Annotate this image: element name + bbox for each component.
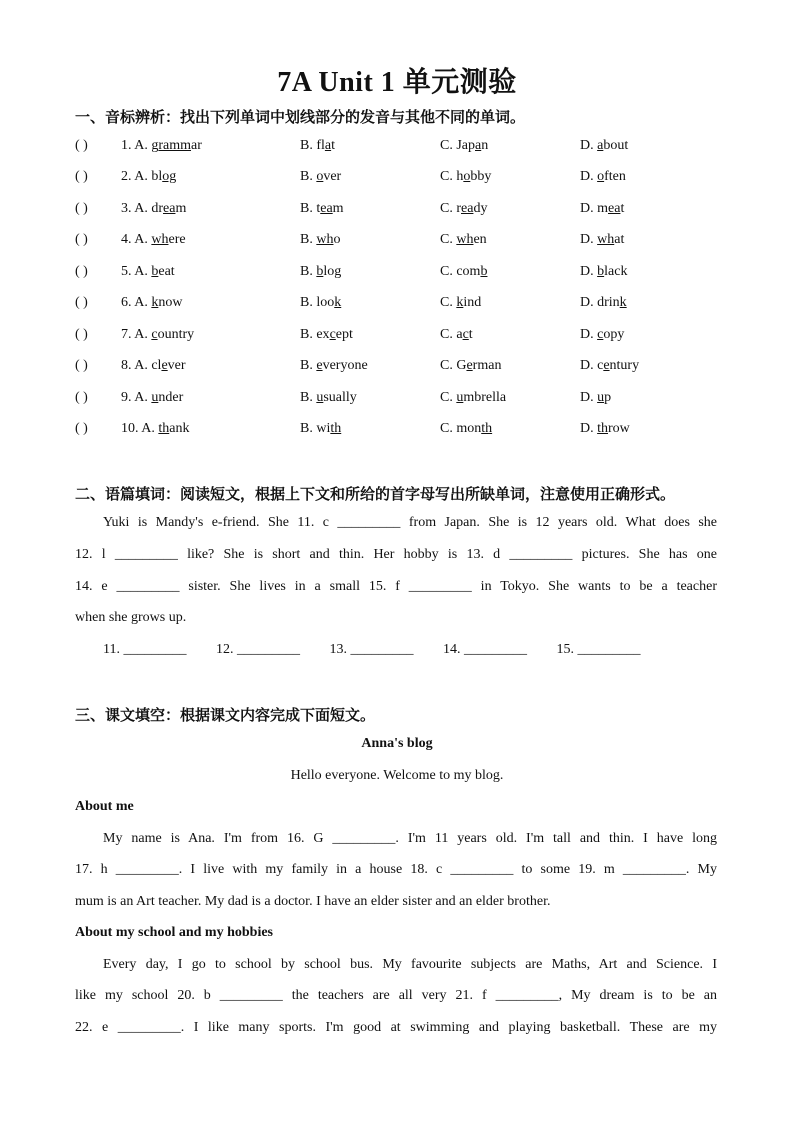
option-a: 7. A. country: [121, 327, 195, 342]
option-d: D. what: [580, 232, 625, 247]
option-b: B. flat: [300, 138, 335, 153]
question-row: [75, 264, 735, 286]
answer-paren[interactable]: ( ): [75, 264, 88, 279]
option-c: C. hobby: [440, 169, 492, 184]
option-b: B. with: [300, 421, 342, 436]
option-d: D. copy: [580, 327, 625, 342]
passage-line: 14. e _________ sister. She lives in a small 15. f _________ in Tokyo. She wants to be a teacher: [75, 579, 717, 594]
option-d: D. black: [580, 264, 628, 279]
option-b: B. usually: [300, 390, 357, 405]
passage-line: 17. h _________. I live with my family in a house 18. c _________ to some 19. m _________. My: [75, 862, 717, 877]
answer-paren[interactable]: ( ): [75, 201, 88, 216]
option-c: C. German: [440, 358, 502, 373]
answer-paren[interactable]: ( ): [75, 295, 88, 310]
option-b: B. team: [300, 201, 344, 216]
section1-heading: 一、音标辨析：找出下列单词中划线部分的发音与其他不同的单词。: [75, 108, 526, 126]
passage-line: Every day, I go to school by school bus. My favourite subjects are Maths, Art and Science. I: [103, 957, 717, 972]
option-a: 6. A. know: [121, 295, 183, 310]
passage-line: when she grows up.: [75, 610, 187, 625]
about-school-heading: About my school and my hobbies: [75, 925, 273, 940]
question-row: [75, 201, 735, 223]
blog-title: Anna's blog: [361, 736, 433, 751]
option-c: C. when: [440, 232, 487, 247]
answer-blank-14[interactable]: 14. _________: [442, 642, 527, 657]
option-c: C. kind: [440, 295, 482, 310]
option-b: B. who: [300, 232, 341, 247]
passage-line: mum is an Art teacher. My dad is a doctor. I have an elder sister and an elder brother.: [75, 894, 551, 909]
option-a: 2. A. blog: [121, 169, 177, 184]
answer-blank-11[interactable]: 11. _________: [103, 642, 187, 657]
option-a: 1. A. grammar: [121, 138, 202, 153]
section3-heading: 三、课文填空：根据课文内容完成下面短文。: [75, 706, 376, 724]
page-title: 7A Unit 1 单元测验: [277, 67, 517, 98]
answer-paren[interactable]: ( ): [75, 327, 88, 342]
section2-heading: 二、语篇填词：阅读短文，根据上下文和所给的首字母写出所缺单词，注意使用正确形式。: [75, 485, 676, 503]
answer-paren[interactable]: ( ): [75, 390, 88, 405]
question-row: [75, 358, 735, 380]
question-row: [75, 295, 735, 317]
answer-paren[interactable]: ( ): [75, 138, 88, 153]
question-row: [75, 421, 735, 443]
option-c: C. month: [440, 421, 493, 436]
answer-paren[interactable]: ( ): [75, 358, 88, 373]
answer-blank-12[interactable]: 12. _________: [215, 642, 300, 657]
option-a: 4. A. where: [121, 232, 186, 247]
answer-paren[interactable]: ( ): [75, 232, 88, 247]
answer-paren[interactable]: ( ): [75, 169, 88, 184]
option-a: 8. A. clever: [121, 358, 186, 373]
passage-line: 12. l _________ like? She is short and thin. Her hobby is 13. d _________ pictures. She has one: [75, 547, 717, 562]
question-row: [75, 169, 735, 191]
option-b: B. everyone: [300, 358, 368, 373]
option-c: C. comb: [440, 264, 488, 279]
answer-blank-13[interactable]: 13. _________: [329, 642, 414, 657]
option-b: B. look: [300, 295, 342, 310]
passage-line: Yuki is Mandy's e-friend. She 11. c _________ from Japan. She is 12 years old. What does she: [103, 515, 717, 530]
option-d: D. century: [580, 358, 640, 373]
about-me-heading: About me: [75, 799, 134, 814]
option-a: 5. A. beat: [121, 264, 175, 279]
passage-line: like my school 20. b _________ the teachers are all very 21. f _________, My dream is to be an: [75, 988, 717, 1003]
option-d: D. up: [580, 390, 612, 405]
answer-blank-15[interactable]: 15. _________: [556, 642, 641, 657]
option-a: 3. A. dream: [121, 201, 187, 216]
option-b: B. over: [300, 169, 342, 184]
option-a: 9. A. under: [121, 390, 184, 405]
option-d: D. throw: [580, 421, 630, 436]
option-b: B. except: [300, 327, 353, 342]
option-d: D. about: [580, 138, 629, 153]
option-d: D. drink: [580, 295, 627, 310]
question-row: [75, 390, 735, 412]
answer-blanks: [103, 642, 666, 658]
answer-paren[interactable]: ( ): [75, 421, 88, 436]
blog-greeting: Hello everyone. Welcome to my blog.: [290, 768, 504, 783]
option-c: C. act: [440, 327, 473, 342]
question-row: [75, 232, 735, 254]
option-a: 10. A. thank: [121, 421, 190, 436]
option-c: C. Japan: [440, 138, 489, 153]
question-row: [75, 327, 735, 349]
option-d: D. often: [580, 169, 626, 184]
option-d: D. meat: [580, 201, 625, 216]
option-c: C. umbrella: [440, 390, 507, 405]
passage-line: 22. e _________. I like many sports. I'm good at swimming and playing basketball. These are my: [75, 1020, 717, 1035]
question-row: [75, 138, 735, 160]
option-b: B. blog: [300, 264, 342, 279]
option-c: C. ready: [440, 201, 488, 216]
passage-line: My name is Ana. I'm from 16. G _________. I'm 11 years old. I'm tall and thin. I have long: [103, 831, 717, 846]
